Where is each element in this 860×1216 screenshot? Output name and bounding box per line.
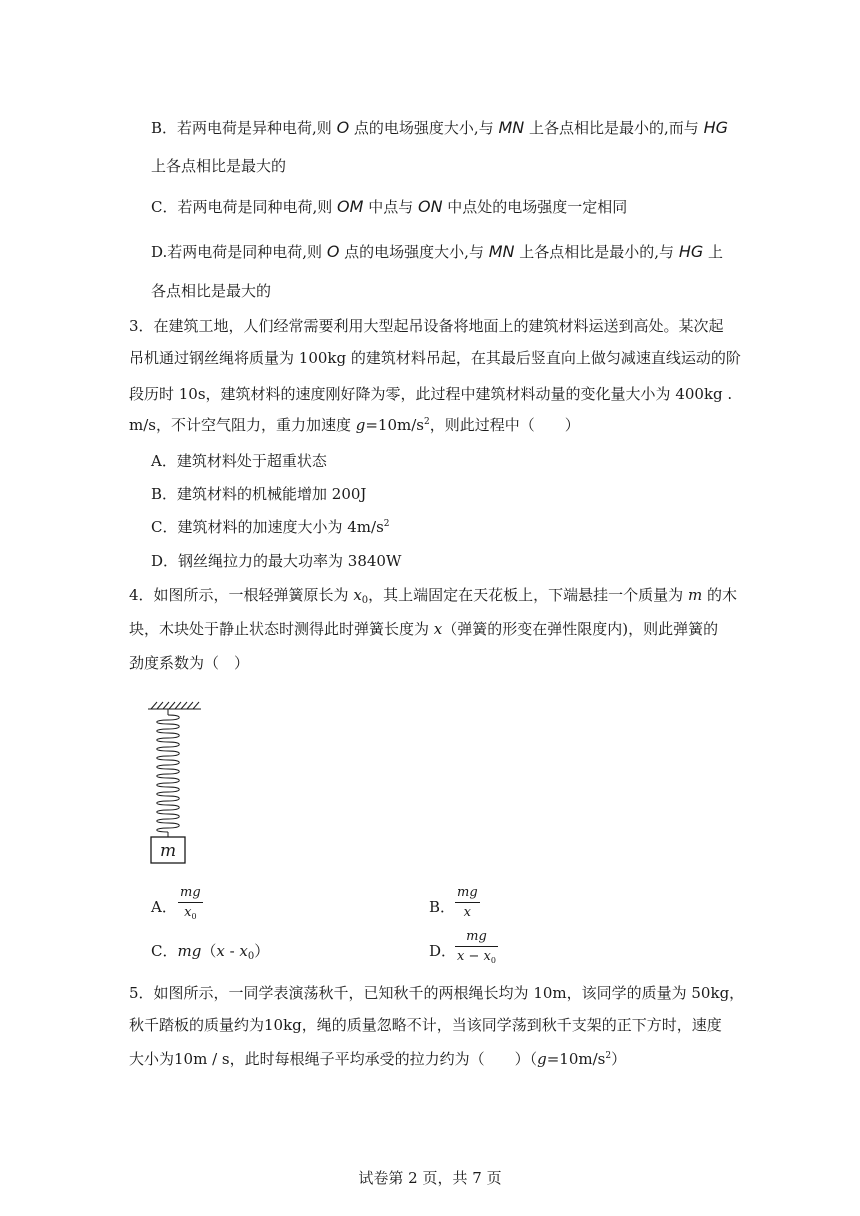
q2-option-d-line1: D.若两电荷是同种电荷,则 O 点的电场强度大小,与 MN 上各点相比是最小的,与 HG 上 bbox=[151, 242, 724, 261]
q3-stem-line2: 吊机通过钢丝绳将质量为 100kg 的建筑材料吊起，在其最后竖直向上做匀减速直线运动的阶 bbox=[129, 349, 741, 367]
q5-stem-line3: 大小为10m / s，此时每根绳子平均承受的拉力约为（ ）$(g=10m/s^2)$ bbox=[129, 1050, 627, 1068]
q3-stem-line3: 段历时 10s，建筑材料的速度刚好降为零，此过程中建筑材料动量的变化量大小为 400kg . bbox=[129, 385, 733, 403]
q5-stem-line1: 5．如图所示，一同学表演荡秋千，已知秋千的两根绳长均为 10m，该同学的质量为 50kg， bbox=[129, 984, 745, 1002]
spring-coil-icon bbox=[157, 715, 180, 832]
q4-option-b-label: B． bbox=[429, 898, 456, 916]
q4-option-a-label: A． bbox=[151, 898, 177, 916]
mass-label: m bbox=[159, 841, 177, 861]
q3-option-c: C．建筑材料的加速度大小为 $4m/s^2$ bbox=[151, 518, 390, 536]
q2-option-d-line2: 各点相比是最大的 bbox=[151, 282, 272, 300]
q3-option-a: A．建筑材料处于超重状态 bbox=[151, 452, 327, 470]
q3-stem-line1: 3．在建筑工地，人们经常需要利用大型起吊设备将地面上的建筑材料运送到高处。某次起 bbox=[129, 317, 724, 335]
ceiling-hatch bbox=[148, 702, 201, 709]
q3-stem-line4: m/s，不计空气阻力，重力加速度 $g=10m/s^2$，则此过程中（ ） bbox=[129, 416, 580, 434]
q2-option-b-line2: 上各点相比是最大的 bbox=[151, 157, 287, 175]
q5-stem-line2: 秋千踏板的质量约为10kg，绳的质量忽略不计，当该同学荡到秋千支架的正下方时，速度 bbox=[129, 1016, 722, 1034]
q4-option-d-label: D． bbox=[429, 942, 457, 960]
q4-option-a-fraction: mg $x_0$ bbox=[180, 885, 201, 921]
q4-option-b-fraction: mg x bbox=[457, 885, 478, 920]
q4-option-d-fraction: mg $x - x_0$ bbox=[457, 929, 496, 965]
q2-option-b-line1: B．若两电荷是异种电荷,则 O 点的电场强度大小,与 MN 上各点相比是最小的,而与 HG bbox=[151, 118, 728, 137]
q4-option-c: C．$mg(x - x_0)$ bbox=[151, 942, 270, 962]
q3-option-d: D．钢丝绳拉力的最大功率为 3840W bbox=[151, 552, 402, 570]
q4-stem-line3: 劲度系数为（ ） bbox=[129, 654, 250, 672]
q4-stem-line1: 4．如图所示，一根轻弹簧原长为 $x_0$，其上端固定在天花板上，下端悬挂一个质量为 m 的木 bbox=[129, 586, 737, 606]
q4-stem-line2: 块，木块处于静止状态时测得此时弹簧长度为 x（弹簧的形变在弹性限度内)，则此弹簧的 bbox=[129, 620, 719, 638]
page-footer: 试卷第 2 页，共 7 页 bbox=[358, 1169, 502, 1187]
q3-option-b: B．建筑材料的机械能增加 200J bbox=[151, 485, 367, 503]
q2-option-c: C．若两电荷是同种电荷,则 OM 中点与 ON 中点处的电场强度一定相同 bbox=[151, 197, 628, 216]
spring-figure bbox=[143, 697, 213, 872]
